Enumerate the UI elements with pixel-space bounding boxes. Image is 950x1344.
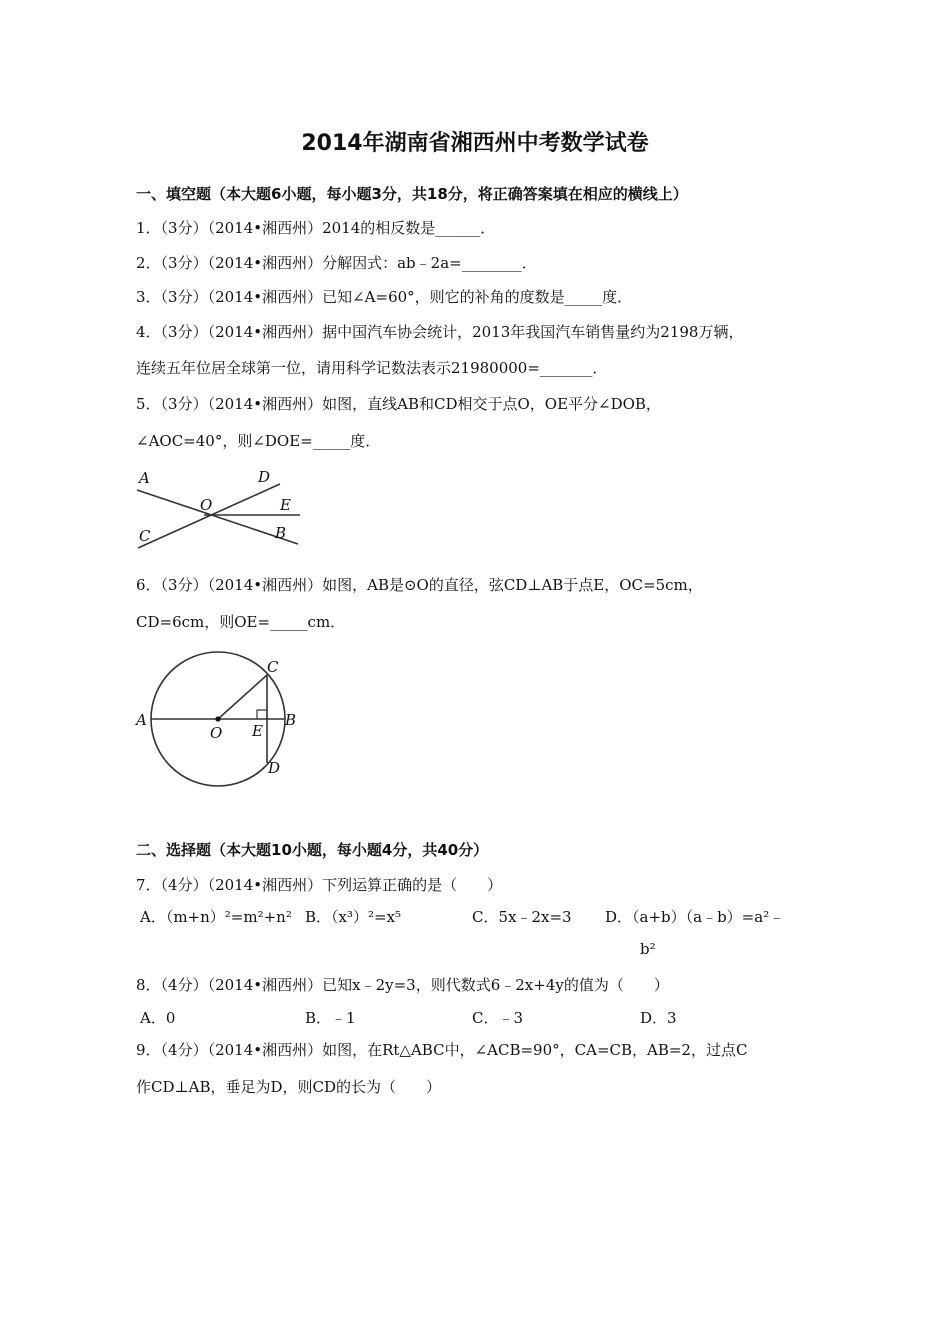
question-7-option-d: D．（a+b）（a﹣b）=a²﹣ xyxy=(605,908,785,926)
question-6-line-1: 6．（3分）（2014•湘西州）如图，AB是⊙O的直径，弦CD⊥AB于点E，OC=5cm， xyxy=(136,576,703,594)
question-8-option-c: C．﹣3 xyxy=(472,1009,524,1027)
question-3: 3．（3分）（2014•湘西州）已知∠A=60°，则它的补角的度数是_____度． xyxy=(136,288,633,306)
question-8-option-a: A．0 xyxy=(140,1009,176,1027)
label-e: E xyxy=(280,496,291,514)
question-9-line-2: 作CD⊥AB，垂足为D，则CD的长为（ ） xyxy=(136,1078,441,1096)
page-title: 2014年湖南省湘西州中考数学试卷 xyxy=(301,131,649,156)
label-c: C xyxy=(139,527,151,545)
section-fill-in-blank-heading: 一、填空题（本大题6小题，每小题3分，共18分，将正确答案填在相应的横线上） xyxy=(136,185,688,203)
question-7: 7．（4分）（2014•湘西州）下列运算正确的是（ ） xyxy=(136,876,503,894)
label-o: O xyxy=(210,724,223,742)
line-cd xyxy=(138,484,280,548)
label-b: B xyxy=(285,711,297,729)
right-angle-mark xyxy=(257,710,267,719)
question-8-option-d: D．3 xyxy=(640,1009,677,1027)
label-e: E xyxy=(252,722,263,740)
question-2: 2．（3分）（2014•湘西州）分解因式：ab﹣2a=________． xyxy=(136,254,537,272)
question-1: 1．（3分）（2014•湘西州）2014的相反数是______． xyxy=(136,219,496,237)
question-7-option-d-continued: b² xyxy=(640,940,656,958)
question-7-option-a: A．（m+n）²=m²+n² xyxy=(140,908,292,926)
figure-intersecting-lines xyxy=(130,465,310,560)
figure-circle-chord xyxy=(130,650,310,790)
label-b: B xyxy=(275,524,287,542)
label-a: A xyxy=(136,711,147,729)
question-5-line-1: 5．（3分）（2014•湘西州）如图，直线AB和CD相交于点O，OE平分∠DOB， xyxy=(136,395,661,413)
question-8-option-b: B．﹣1 xyxy=(305,1009,356,1027)
label-o: O xyxy=(200,496,213,514)
label-d: D xyxy=(268,759,281,777)
section-multiple-choice-heading: 二、选择题（本大题10小题，每小题4分，共40分） xyxy=(136,841,489,859)
label-d: D xyxy=(258,468,271,486)
question-5-line-2: ∠AOC=40°，则∠DOE=_____度． xyxy=(136,432,381,450)
center-point xyxy=(215,716,220,721)
question-6-line-2: CD=6cm，则OE=_____cm． xyxy=(136,613,346,631)
radius-oc xyxy=(218,675,267,719)
question-4-line-2: 连续五年位居全球第一位，请用科学记数法表示21980000=_______． xyxy=(136,359,608,377)
question-7-option-c: C．5x﹣2x=3 xyxy=(472,908,572,926)
question-4-line-1: 4．（3分）（2014•湘西州）据中国汽车协会统计，2013年我国汽车销售量约为2198万辆， xyxy=(136,323,744,341)
label-a: A xyxy=(139,469,150,487)
label-c: C xyxy=(267,658,279,676)
question-7-option-b: B．（x³）²=x⁵ xyxy=(305,908,402,926)
question-8: 8．（4分）（2014•湘西州）已知x﹣2y=3，则代数式6﹣2x+4y的值为（ ） xyxy=(136,976,669,994)
question-9-line-1: 9．（4分）（2014•湘西州）如图，在Rt△ABC中，∠ACB=90°，CA=CB，AB=2，过点C xyxy=(136,1041,748,1059)
line-ab xyxy=(137,490,298,544)
